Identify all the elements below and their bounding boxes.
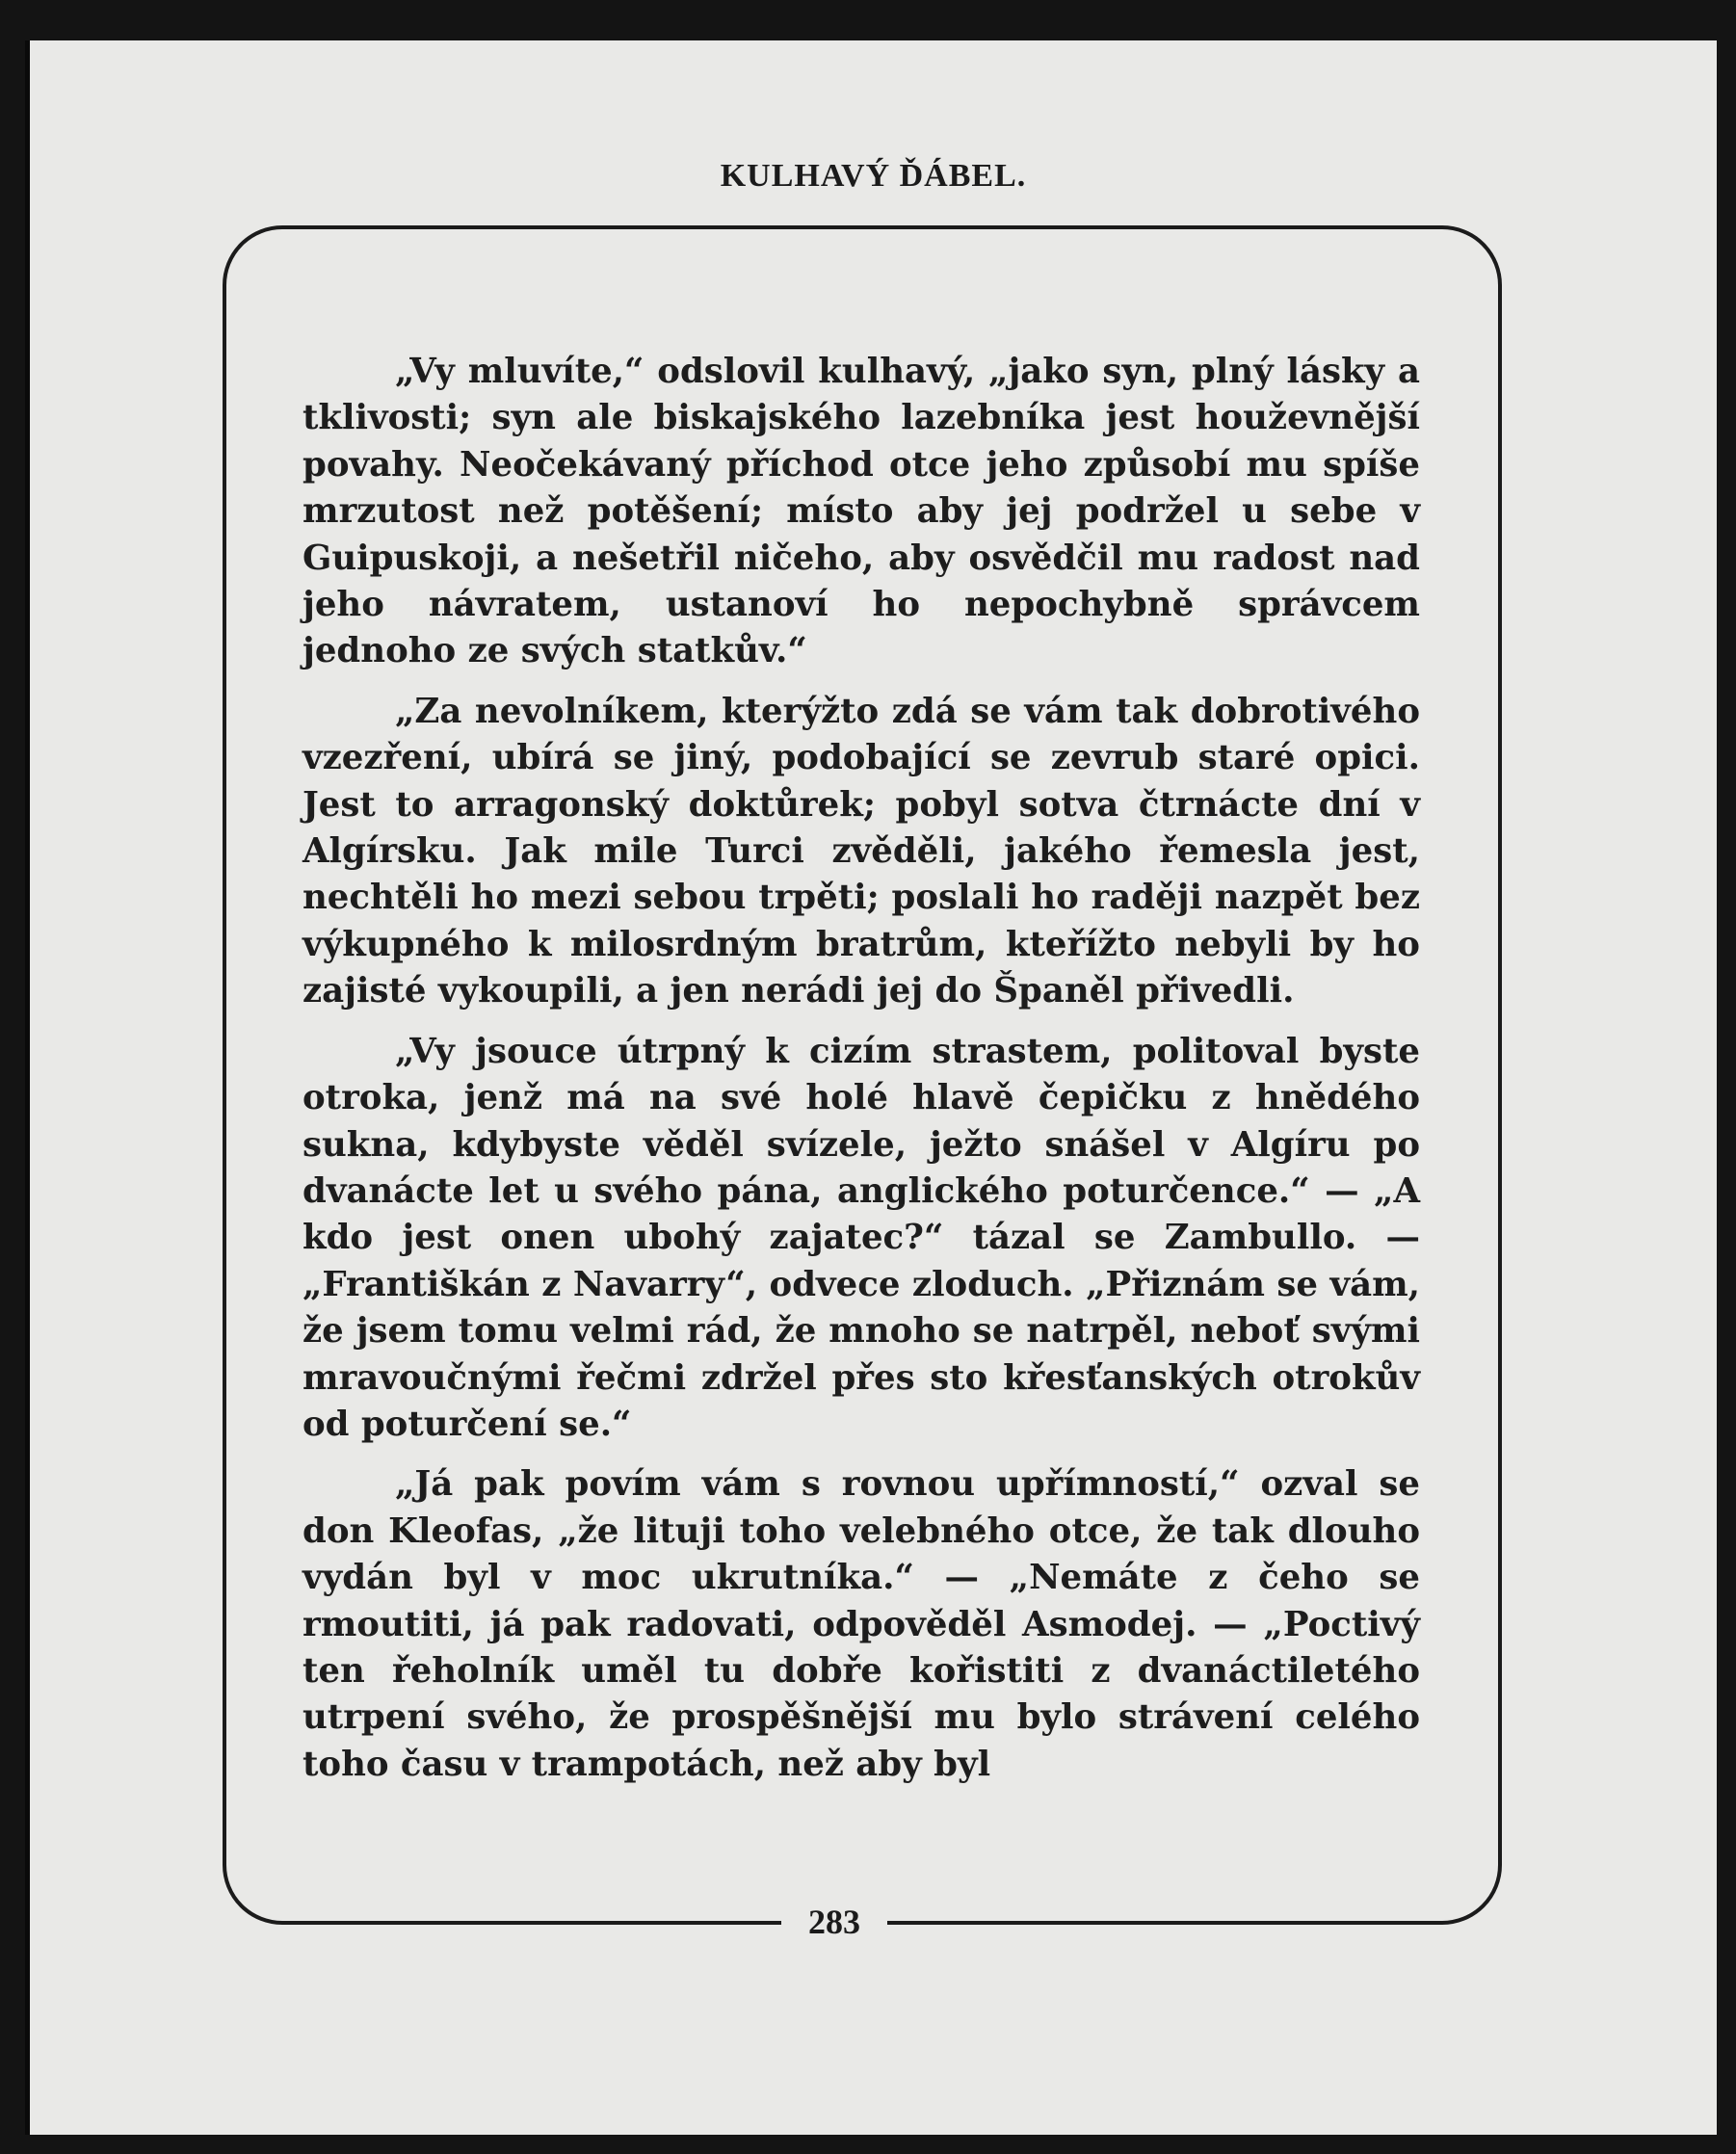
running-title: KULHAVÝ ĎÁBEL. (720, 158, 1027, 194)
book-page (25, 40, 1717, 2135)
body-text (302, 349, 1420, 1788)
paragraph: „Vy jsouce útrpný k cizím strastem, politoval byste otroka, jenž má na své holé hlavě čepičku z hnědého sukna, kdybyste věděl svízele, ježto snášel v Algíru po dvanácte let u svého pána, anglického poturčence.“ — „A kdo jest onen ubohý zajatec?“ tázal se Zambullo. — „Františkán z Navarry“, odvece zloduch. „Přiznám se vám, že jsem tomu velmi rád, že mnoho se natrpěl, neboť svými mravoučnými řečmi zdržel přes sto křesťanských otrokův od poturčení se.“ (302, 1031, 1420, 1444)
paragraph: „Vy mluvíte,“ odslovil kulhavý, „jako syn, plný lásky a tklivosti; syn ale biskajského lazebníka jest houževnější povahy. Neočekávaný příchod otce jeho způsobí mu spíše mrzutost než potěšení; místo aby jej podržel u sebe v Guipuskoji, a nešetřil ničeho, aby osvědčil mu radost nad jeho návratem, ustanoví ho nepochybně správcem jednoho ze svých statkův.“ (302, 352, 1420, 671)
page-number: 283 (781, 1899, 887, 1945)
paragraph: „Já pak povím vám s rovnou upřímností,“ ozval se don Kleofas, „že lituji toho velebného otce, že tak dlouho vydán byl v moc ukrutníka.“ — „Nemáte z čeho se rmoutiti, já pak radovati, odpověděl Asmodej. — „Poctivý ten řeholník uměl tu dobře kořistiti z dvanáctiletého utrpení svého, že prospěšnější mu bylo strávení celého toho času v trampotách, než aby byl (302, 1464, 1420, 1784)
paragraph: „Za nevolníkem, kterýžto zdá se vám tak dobrotivého vzezření, ubírá se jiný, podobající se zevrub staré opici. Jest to arragonský doktůrek; pobyl sotva čtrnácte dní v Algírsku. Jak mile Turci zvěděli, jakého řemesla jest, nechtěli ho mezi sebou trpěti; poslali ho raději nazpět bez výkupného k milosrdným bratrům, kteřížto nebyli by ho zajisté vykoupili, a jen nerádi jej do Španěl přivedli. (302, 691, 1420, 1011)
